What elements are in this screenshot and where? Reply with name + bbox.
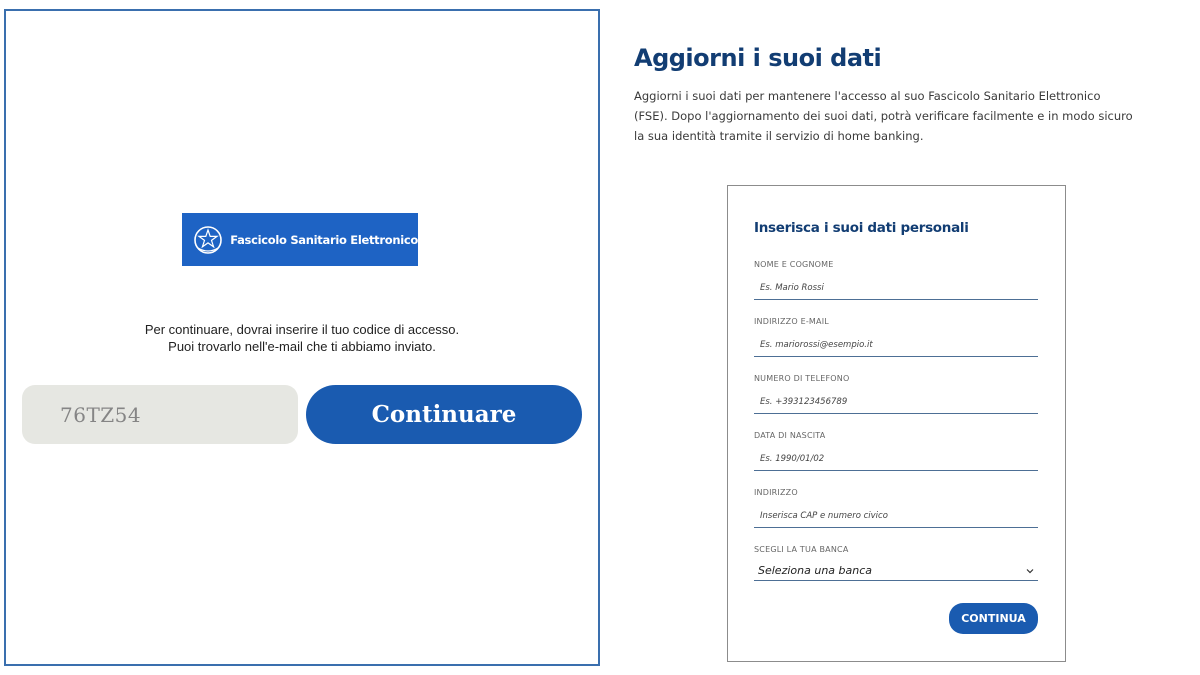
full-name-label: NOME E COGNOME — [754, 260, 834, 269]
chevron-down-icon — [1026, 568, 1034, 574]
email-label: INDIRIZZO E-MAIL — [754, 317, 829, 326]
bank-select-value: Seleziona una banca — [758, 564, 873, 577]
email-input[interactable] — [754, 329, 1038, 357]
logo-text: Fascicolo Sanitario Elettronico — [230, 232, 418, 247]
description-line-2: (FSE). Dopo l'aggiornamento dei suoi dati, potrà verificare facilmente e in modo sicuro — [634, 109, 1133, 123]
form-title: Inserisca i suoi dati personali — [754, 220, 969, 236]
page-title: Aggiorni i suoi dati — [634, 44, 882, 72]
full-name-input[interactable] — [754, 272, 1038, 300]
access-code-panel — [4, 9, 600, 666]
bank-field-group — [754, 545, 1038, 581]
address-input[interactable] — [754, 500, 1038, 528]
fse-logo-banner — [182, 213, 418, 266]
continue-button[interactable]: Continuare — [306, 385, 582, 444]
address-label: INDIRIZZO — [754, 488, 798, 497]
birthdate-input[interactable] — [754, 443, 1038, 471]
birthdate-label: DATA DI NASCITA — [754, 431, 826, 440]
access-code-input[interactable]: 76TZ54 — [22, 385, 298, 444]
page-description — [634, 86, 1186, 146]
phone-label: NUMERO DI TELEFONO — [754, 374, 850, 383]
email-field-group — [754, 317, 1038, 357]
phone-input[interactable] — [754, 386, 1038, 414]
description-line-3: la sua identità tramite il servizio di home banking. — [634, 129, 924, 143]
birthdate-field-group — [754, 431, 1038, 471]
italian-republic-emblem-icon — [191, 223, 224, 257]
address-field-group — [754, 488, 1038, 528]
bank-select[interactable] — [754, 557, 1038, 581]
phone-field-group — [754, 374, 1038, 414]
personal-data-form — [727, 185, 1066, 662]
full-name-field-group — [754, 260, 1038, 300]
description-line-1: Aggiorni i suoi dati per mantenere l'accesso al suo Fascicolo Sanitario Elettronico — [634, 89, 1101, 103]
access-instructions — [6, 321, 598, 355]
bank-label: SCEGLI LA TUA BANCA — [754, 545, 849, 554]
instruction-line-1: Per continuare, dovrai inserire il tuo codice di accesso. — [144, 322, 460, 337]
instruction-line-2: Puoi trovarlo nell'e-mail che ti abbiamo inviato. — [168, 339, 436, 354]
continua-submit-button[interactable]: CONTINUA — [949, 603, 1038, 634]
